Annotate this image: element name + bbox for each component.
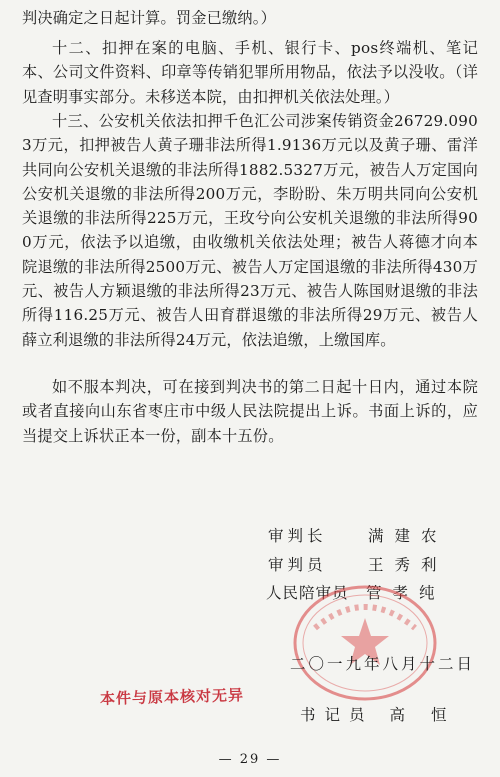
judgment-date: 二〇一九年八月十二日 <box>290 655 476 673</box>
clerk-signature <box>300 703 473 725</box>
clerk-name: 高恒 <box>389 706 473 724</box>
verification-stamp: 本件与原本核对无异 <box>99 686 245 708</box>
paragraph-fine-note: 判决确定之日起计算。罚金已缴纳。） <box>22 9 276 27</box>
paragraph-appeal-notice: 如不服本判决，可在接到判决书的第二日起十日内，通过本院或者直接向山东省枣庄市中级人民法院提出上诉。书面上诉的，应当提交上诉状正本一份，副本十五份。 <box>22 378 478 445</box>
paragraph-item-13: 十三、公安机关依法扣押千色汇公司涉案传销资金26729.0903万元，扣押被告人黄子珊非法所得1.9136万元以及黄子珊、雷洋共同向公安机关退缴的非法所得1882.5327万元，被告人万定国向公安机关退缴的非法所得200万元，李盼盼、朱万明共同向公安机关退缴的非法所得225万元，王玫兮向公安机关退缴的非法所得900万元，依法予以追缴，由收缴机关依法处理；被告人蒋德才向本院退缴的非法所得2500万元、被告人万定国退缴的非法所得430万元、被告人方颖退缴的非法所得23万元、被告人陈国财退缴的非法所得116.25万元、被告人田育群退缴的非法所得29万元、被告人薛立利退缴的非法所得24万元，依法追缴，上缴国库。 <box>22 112 478 349</box>
page-number: — 29 — <box>218 752 282 767</box>
clerk-role: 书记员 <box>300 706 374 724</box>
signature-role: 审判长 <box>268 527 327 545</box>
paragraph-item-12: 十二、扣押在案的电脑、手机、银行卡、pos终端机、笔记本、公司文件资料、印章等传销犯罪所用物品，依法予以没收。（详见查明事实部分。未移送本院，由扣押机关依法处理。） <box>22 39 478 106</box>
court-seal-icon <box>285 578 445 708</box>
signature-name: 管孝纯 <box>366 584 446 602</box>
signature-role: 人民陪审员 <box>266 584 349 602</box>
signature-chief-judge <box>268 524 448 546</box>
signature-name: 满建农 <box>368 527 448 545</box>
signature-role: 审判员 <box>268 556 327 574</box>
signature-judge <box>268 553 448 575</box>
signature-name: 王秀利 <box>368 556 448 574</box>
